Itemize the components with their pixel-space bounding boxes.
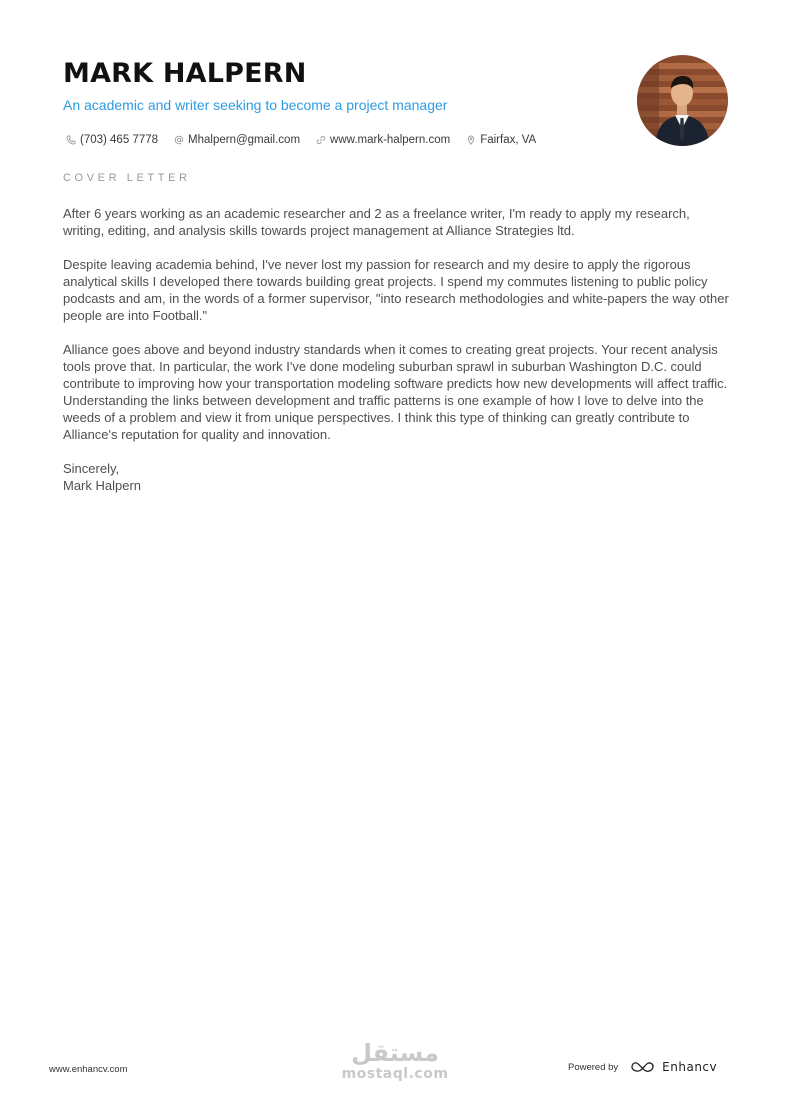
profile-photo (637, 55, 728, 146)
footer-site-link[interactable]: www.enhancv.com (49, 1064, 128, 1075)
contact-email[interactable] (174, 134, 300, 146)
contact-location (466, 134, 536, 146)
phone-icon (66, 135, 76, 145)
contact-website[interactable] (316, 134, 450, 146)
watermark-arabic: مستقل (351, 1039, 439, 1067)
mostaql-watermark (340, 1040, 450, 1082)
contact-phone[interactable] (66, 134, 158, 146)
candidate-name: MARK HALPERN (63, 58, 307, 89)
contact-phone-text: (703) 465 7778 (80, 134, 159, 146)
footer-powered-by (568, 1060, 717, 1074)
enhancv-brand[interactable] (630, 1060, 717, 1074)
watermark-latin: mostaql.com (341, 1066, 449, 1082)
contact-email-text: Mhalpern@gmail.com (188, 134, 301, 146)
powered-by-label: Powered by (568, 1061, 619, 1073)
profile-photo-image (637, 55, 728, 146)
contact-bar (66, 134, 536, 146)
link-icon (316, 135, 326, 145)
candidate-tagline: An academic and writer seeking to become a project manager (63, 97, 448, 113)
letter-body (63, 205, 731, 494)
section-title-cover-letter: COVER LETTER (63, 172, 191, 184)
enhancv-logo-icon (630, 1060, 656, 1074)
contact-website-text: www.mark-halpern.com (330, 134, 451, 146)
enhancv-brand-name: Enhancv (662, 1060, 718, 1074)
letter-paragraph: After 6 years working as an academic researcher and 2 as a freelance writer, I'm ready to apply my research, writing, editing, and analysis skills towards project management at Alliance Strategies ltd. (63, 206, 690, 238)
at-icon (174, 135, 184, 145)
letter-closing (63, 460, 731, 494)
letter-paragraph: Despite leaving academia behind, I've never lost my passion for research and my desire to apply the rigorous analytical skills I developed there towards building great projects. I spend my commutes listening to public policy podcasts and am, in the words of a former supervisor, "into research methodologies and white-papers the way other people are into Football." (63, 257, 729, 323)
closing-salutation: Sincerely, (63, 461, 120, 476)
location-pin-icon (466, 135, 476, 145)
letter-paragraph: Alliance goes above and beyond industry standards when it comes to creating great projects. Your recent analysis tools prove that. In particular, the work I've done modeling suburban sprawl in suburban Washington D.C. could contribute to improving how your transportation modeling software predicts how new developments will affect traffic. Understanding the links between development and traffic patterns is one example of how I love to delve into the weeds of a problem and view it from unique perspectives. I think this type of thinking can greatly contribute to Alliance's reputation for quality and innovation. (63, 342, 728, 442)
signature-name: Mark Halpern (63, 478, 142, 493)
contact-location-text: Fairfax, VA (480, 134, 537, 146)
